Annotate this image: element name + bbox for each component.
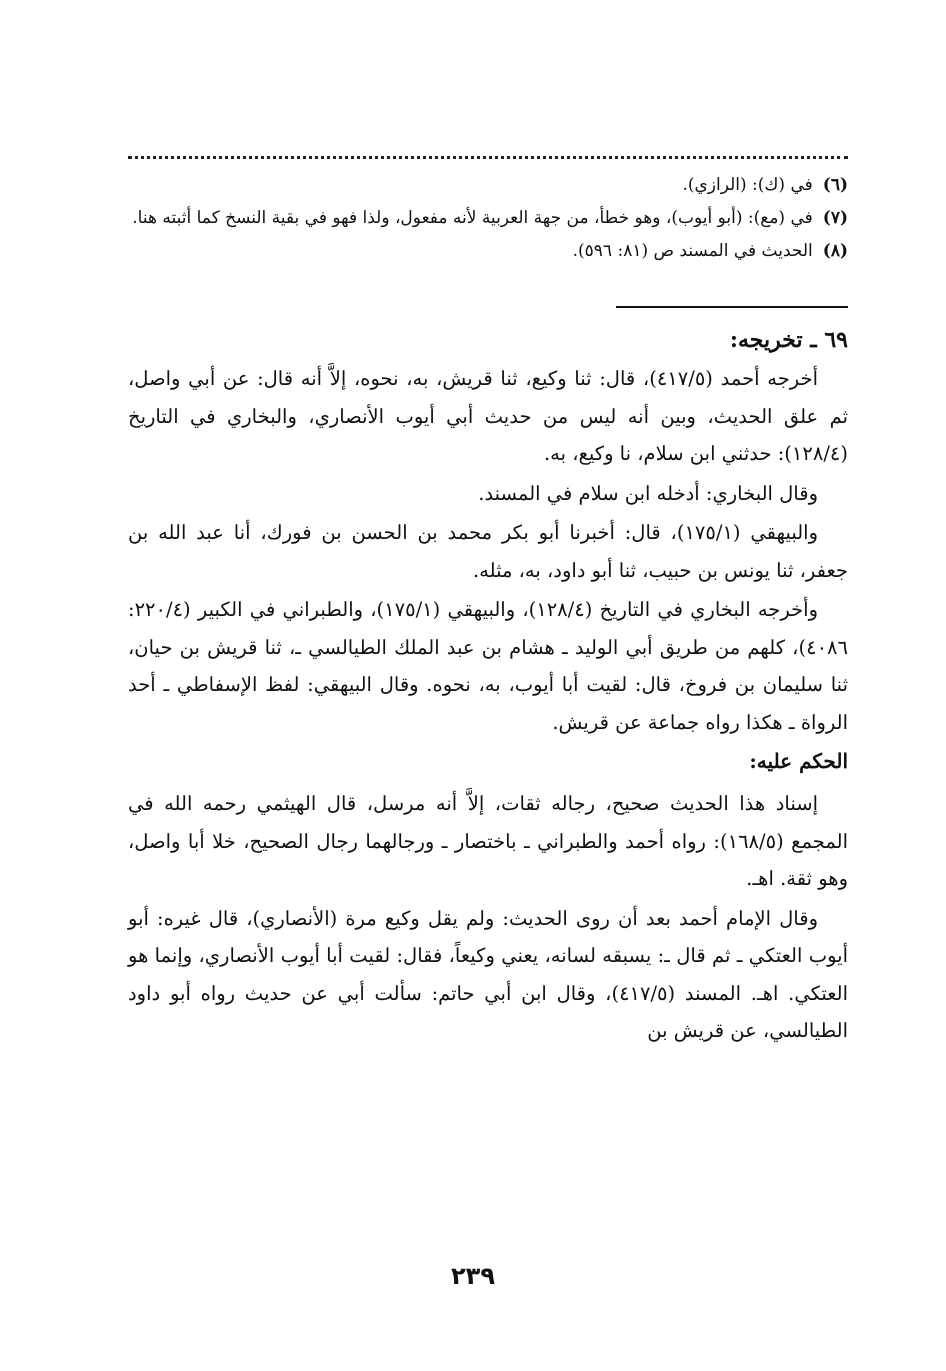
- footnote-text: في (ك): (الرازي).: [682, 175, 813, 195]
- footnote-number: (٧): [822, 208, 848, 228]
- footnote-text: في (مع): (أبو أيوب)، وهو خطأ، من جهة العربية لأنه مفعول، ولذا فهو في بقية النسخ كما أثبته هنا.: [132, 208, 813, 228]
- footnote-8: [128, 235, 848, 268]
- footnote-number: (٨): [822, 241, 848, 261]
- ruling-paragraph: وقال الإمام أحمد بعد أن روى الحديث: ولم يقل وكيع مرة (الأنصاري)، قال غيره: أبو أيوب العتكي ـ ثم قال ـ: يسبقه لسانه، يعني وكيعاً، فقال: لقيت أبا أيوب الأنصاري، وإنما هو العتكي. اهـ. المسند (٤١٧/٥)، وقال ابن أبي حاتم: سألت أبي عن حديث رواه أبو داود الطيالسي، عن قريش بن: [128, 906, 848, 1042]
- section-heading: ٦٩ ـ تخريجه:: [729, 327, 848, 353]
- paragraph: وأخرجه البخاري في التاريخ (١٢٨/٤)، والبيهقي (١٧٥/١)، والطبراني في الكبير (٢٢٠/٤: ٤٠٨٦)، كلهم من طريق أبي الوليد ـ هشام بن عبد الملك الطيالسي ـ، ثنا قريش بن حيان، ثنا سليمان بن فروخ، قال: لقيت أبا أيوب، به، نحوه. وقال البيهقي: لفظ الإسفاطي ـ أحد الرواة ـ هكذا رواه جماعة عن قريش.: [128, 598, 848, 734]
- section-separator: [616, 306, 848, 308]
- paragraph: وقال البخاري: أدخله ابن سلام في المسند.: [478, 481, 818, 505]
- footnotes: [128, 169, 848, 268]
- ruling-heading: الحكم عليه:: [749, 749, 848, 773]
- ruling-paragraph: إسناد هذا الحديث صحيح، رجاله ثقات، إلاَّ أنه مرسل، قال الهيثمي رحمه الله في المجمع (١٦٨/٥): رواه أحمد والطبراني ـ باختصار ـ ورجالهما رجال الصحيح، خلا أبا واصل، وهو ثقة. اهـ.: [128, 792, 848, 890]
- footnote-text: الحديث في المسند ص (٨١: ٥٩٦).: [572, 241, 813, 261]
- footnote-divider: [128, 140, 848, 159]
- page-number: ٢٣٩: [451, 1262, 495, 1290]
- footnote-7: [128, 202, 848, 235]
- footnote-6: [128, 169, 848, 202]
- paragraph: أخرجه أحمد (٤١٧/٥)، قال: ثنا وكيع، ثنا قريش، به، نحوه، إلاَّ أنه قال: عن أبي واصل، ثم علق الحديث، وبين أنه ليس من حديث أبي أيوب الأنصاري، والبخاري في التاريخ (١٢٨/٤): حدثني ابن سلام، نا وكيع، به.: [128, 367, 848, 465]
- page-body: [128, 140, 848, 1052]
- footnote-number: (٦): [822, 175, 848, 195]
- paragraph: والبيهقي (١٧٥/١)، قال: أخبرنا أبو بكر محمد بن الحسن بن فورك، أنا عبد الله بن جعفر، ثنا يونس بن حبيب، ثنا أبو داود، به، مثله.: [128, 521, 848, 582]
